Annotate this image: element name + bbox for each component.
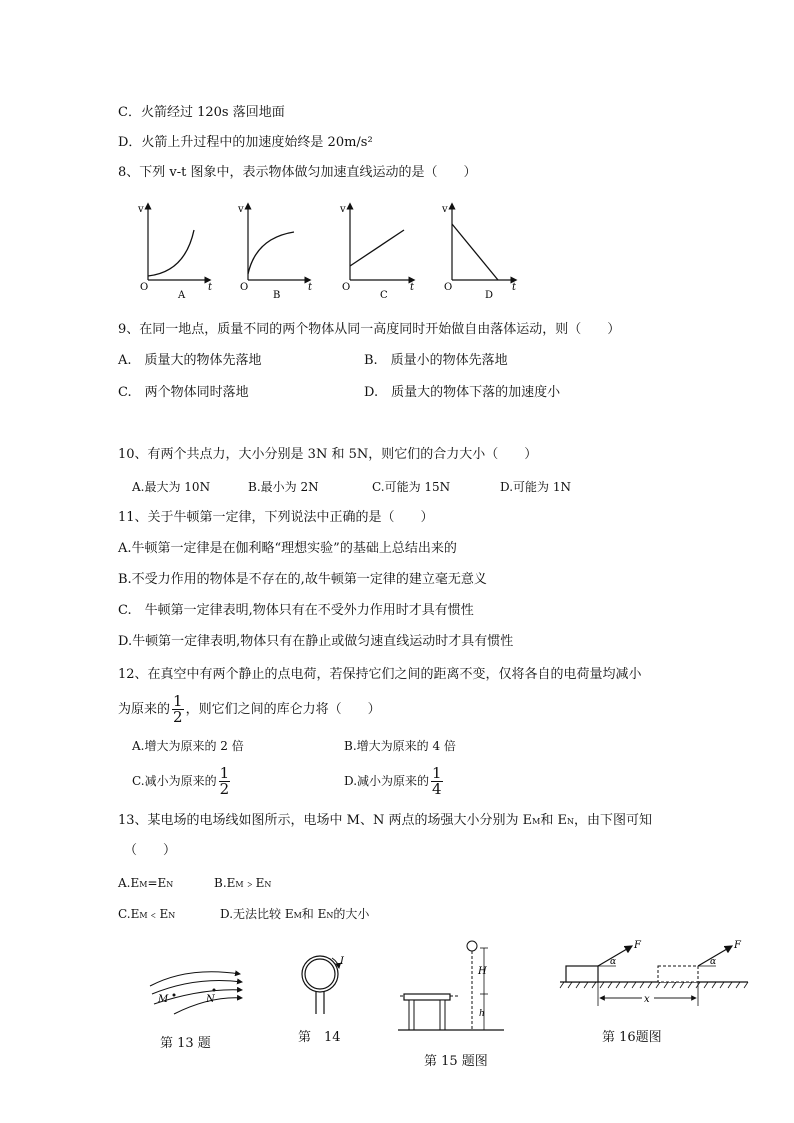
- q12-stem-line2: [118, 693, 381, 727]
- caption-fig16: 第 16题图: [602, 1030, 662, 1045]
- fig13-field-lines: [148, 962, 248, 1018]
- q9-option-a: A. 质量大的物体先落地: [118, 353, 262, 368]
- q12-stem-line1: 12、在真空中有两个静止的点电荷，若保持它们之间的距离不变，仅将各自的电荷量均减小: [118, 667, 642, 682]
- graph-c: [339, 204, 415, 301]
- q8-stem: 8、下列 v-t 图象中，表示物体做匀加速直线运动的是（ ）: [118, 165, 477, 180]
- fig16-label-f1: F: [634, 940, 641, 951]
- graph-c-origin: O: [342, 282, 351, 293]
- graph-a-origin: O: [140, 282, 149, 293]
- q12-fraction-quarter: $\frac{1}{4}$: [432, 764, 442, 798]
- q12-fraction-half-c: $\frac{1}{2}$: [219, 764, 230, 798]
- caption-fig15: 第 15 题图: [424, 1054, 488, 1069]
- graph-c-label: C: [380, 290, 388, 301]
- fig16-label-f2: F: [734, 940, 741, 951]
- graph-b-v-label: v: [238, 204, 244, 215]
- q10-option-b: B.最小为 2N: [248, 480, 319, 494]
- q10-stem: 10、有两个共点力，大小分别是 3N 和 5N，则它们的合力大小（ ）: [118, 447, 538, 462]
- q13-stem: 13、某电场的电场线如图所示，电场中 M、N 两点的场强大小分别为 EM和 EN，由下图可知: [118, 813, 652, 828]
- q11-stem: 11、关于牛顿第一定律，下列说法中正确的是（ ）: [118, 510, 434, 525]
- q10-option-c: C.可能为 15N: [372, 480, 451, 494]
- q13-answer-paren: （ ）: [124, 843, 177, 858]
- q11-option-d: D.牛顿第一定律表明,物体只有在静止或做匀速直线运动时才具有惯性: [118, 634, 514, 649]
- graph-d-t-label: t: [512, 282, 517, 293]
- q9-option-c: C. 两个物体同时落地: [118, 385, 249, 400]
- q13-option-c: C.EM﹤EN: [118, 907, 176, 921]
- q8-vt-graphs: [130, 198, 530, 303]
- q13-option-b: B.EM﹥EN: [214, 876, 272, 890]
- q11-option-a: A.牛顿第一定律是在伽利略“理想实验”的基础上总结出来的: [118, 541, 457, 556]
- fig16-label-alpha2: α: [710, 957, 717, 967]
- q13-option-d: D.无法比较 EM和 EN的大小: [220, 907, 370, 921]
- graph-d-label: D: [485, 290, 494, 301]
- q11-option-c: C. 牛顿第一定律表明,物体只有在不受外力作用时才具有惯性: [118, 603, 474, 618]
- graph-c-v-label: v: [340, 204, 346, 215]
- q12-option-c: C.减小为原来的 $\frac{1}{2}$: [132, 764, 230, 798]
- fig16-block-force: [560, 936, 750, 1012]
- q12-option-d: D.减小为原来的 $\frac{1}{4}$: [344, 764, 442, 798]
- caption-fig13: 第 13 题: [160, 1036, 211, 1051]
- fig13-label-m: M: [158, 994, 169, 1005]
- graph-d: [441, 204, 517, 301]
- q7-option-d: D．火箭上升过程中的加速度始终是 20m/s²: [118, 135, 373, 150]
- q12-option-a: A.增大为原来的 2 倍: [132, 739, 244, 753]
- q9-stem: 9、在同一地点，质量不同的两个物体从同一高度同时开始做自由落体运动，则（ ）: [118, 322, 621, 337]
- graph-b: [237, 204, 313, 301]
- q9-option-b: B. 质量小的物体先落地: [364, 353, 508, 368]
- graph-a-v-label: v: [138, 204, 144, 215]
- fig14-ring: [294, 950, 354, 1020]
- graph-d-origin: O: [444, 282, 453, 293]
- fig13-label-n: N: [206, 994, 215, 1005]
- graph-c-t-label: t: [410, 282, 415, 293]
- caption-fig14: 第 14: [298, 1030, 341, 1045]
- graph-b-t-label: t: [308, 282, 313, 293]
- graph-a: [137, 204, 213, 301]
- fig14-label-i: I: [340, 956, 344, 967]
- q12-stem2-pre: 为原来的: [118, 702, 171, 717]
- q12-stem2-post: ，则它们之间的库仑力将（ ）: [185, 702, 381, 717]
- fig15-label-h-lower: h: [479, 1009, 485, 1019]
- q12-fraction-half: $\frac{1}{2}$: [173, 692, 183, 726]
- q9-option-d: D. 质量大的物体下落的加速度小: [364, 385, 561, 400]
- q12-option-b: B.增大为原来的 4 倍: [344, 739, 456, 753]
- q10-option-d: D.可能为 1N: [500, 480, 571, 494]
- q11-option-b: B.不受力作用的物体是不存在的,故牛顿第一定律的建立毫无意义: [118, 572, 487, 587]
- fig16-label-x: x: [644, 994, 650, 1005]
- graph-a-t-label: t: [208, 282, 213, 293]
- graph-a-label: A: [178, 290, 186, 301]
- fig15-table-ball: [398, 938, 508, 1034]
- graph-b-label: B: [273, 290, 281, 301]
- q10-option-a: A.最大为 10N: [132, 480, 211, 494]
- graph-b-origin: O: [240, 282, 249, 293]
- fig16-label-alpha1: α: [610, 957, 617, 967]
- q13-option-a: A.EM=EN: [118, 876, 174, 890]
- fig15-label-h-upper: H: [478, 966, 487, 977]
- q7-option-c: C．火箭经过 120s 落回地面: [118, 105, 285, 120]
- graph-d-v-label: v: [442, 204, 448, 215]
